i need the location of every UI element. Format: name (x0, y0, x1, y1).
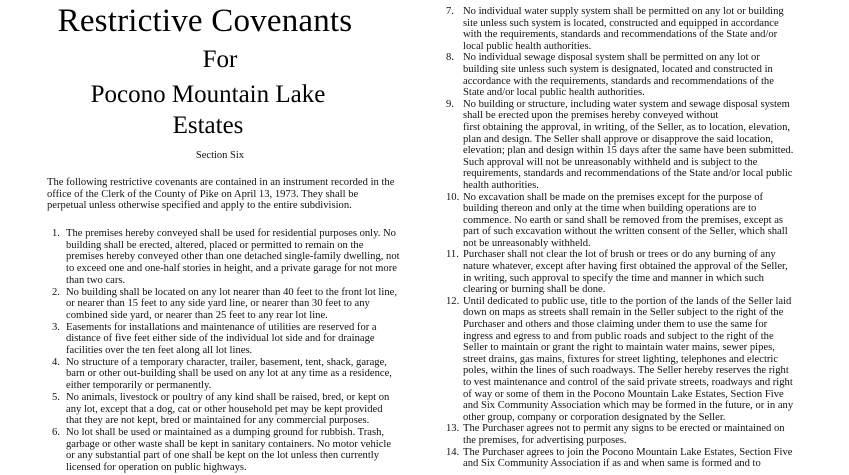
covenant-text-line: in writing, such approval to specify the time and manner in which such (463, 272, 764, 284)
covenant-number: 8. (446, 52, 454, 64)
covenant-text-line: ingress and egress to and from public roads and subject to the right of the (463, 330, 774, 342)
covenant-number: 14. (446, 446, 460, 458)
covenant-item (446, 249, 788, 295)
covenant-text-line: down on maps as streets shall remain in the Seller subject to the right of the (463, 307, 784, 319)
subtitle-line: Estates (172, 112, 244, 139)
covenant-text-line: requirements, standards and recommendations of the State and/or local public (463, 168, 793, 180)
covenant-text-line: premises hereby conveyed other than one detached single-family dwelling, not (66, 251, 400, 263)
section-label: Section Six (195, 150, 245, 161)
covenant-text-line: licensed for operation on public highways. (66, 462, 247, 474)
document-subtitle (0, 79, 416, 141)
covenant-text-line: No structure of a temporary character, trailer, basement, tent, shack, garage, (66, 356, 387, 368)
covenant-text-line: that they are not kept, bred or maintained for any commercial purposes. (66, 415, 370, 427)
covenant-text-line: No individual water supply system shall be permitted on any lot or building (463, 6, 784, 17)
covenant-text-line: The premises hereby conveyed shall be used for residential purposes only. No (66, 228, 396, 239)
covenant-text-line: other group, company or corporation designated by the Seller. (463, 411, 726, 423)
covenant-text-line: Purchaser and others and those claiming under them to use the same for (463, 319, 768, 331)
covenant-number: 7. (446, 6, 454, 17)
covenant-number: 6. (52, 426, 60, 438)
covenant-text-line: facilities over the ten feet along all lot lines. (66, 345, 253, 357)
covenant-text-line: building shall be erected, altered, placed or permitted to remain on the (66, 239, 364, 251)
covenant-text-line: poles, within the lines of such roadways. The Seller hereby reserves the right (463, 365, 789, 377)
covenant-item (446, 192, 788, 250)
subtitle-line: Pocono Mountain Lake (90, 81, 326, 108)
covenant-text-line: The Purchaser agrees not to permit any signs to be erected or maintained on (463, 423, 785, 435)
covenant-list-left (52, 228, 400, 474)
covenant-text-line: of way or some of them in the Pocono Mountain Lake Estates, Section Five (463, 388, 784, 400)
covenant-text-line: part of such excavation without the written consent of the Seller, which shall (463, 226, 788, 238)
covenant-number: 12. (446, 295, 460, 307)
covenant-text-line: accordance with the requirements, standards and recommendations of the (463, 75, 774, 87)
covenant-text-line: with the requirements, standards and recommendations of the State and/or (463, 29, 778, 41)
covenant-item (446, 446, 793, 470)
covenant-item (52, 427, 397, 474)
left-page (0, 0, 420, 475)
covenant-text-line: to vest maintenance and control of the said private streets, roadways and right (463, 377, 793, 388)
covenant-text-line: Purchaser shall not clear the lot of brush or trees or do any burning of any (463, 249, 776, 261)
covenant-text-line: State and/or local public health authorities. (463, 87, 645, 99)
covenant-text-line: street drains, gas mains, fixtures for street lighting, telephones and electric (463, 353, 779, 365)
covenant-text-line: clearing or burning shall be done. (463, 284, 606, 296)
covenant-text-line: Such approval will not be unreasonably withheld and is subject to the (463, 156, 758, 168)
covenant-item (446, 295, 794, 424)
covenant-text-line: No animals, livestock or poultry of any kind shall be raised, bred, or kept on (66, 391, 390, 403)
covenant-number: 4. (52, 356, 60, 368)
covenant-text-line: building thereon and only at the time when building operations are to (463, 203, 757, 215)
covenant-list-right (446, 6, 794, 470)
right-page (420, 0, 849, 475)
covenant-text-line: or nearer than 15 feet to any side yard line, or nearer than 30 feet to any (66, 298, 370, 310)
covenant-text-line: site unless such system is located, constructed and equipped in accordance (463, 17, 779, 29)
covenant-text-line: The Purchaser agrees to join the Pocono Mountain Lake Estates, Section Five (463, 446, 793, 458)
covenant-number: 3. (52, 321, 60, 333)
covenant-text-line: No excavation shall be made on the premises except for the purpose of (463, 191, 764, 203)
covenant-text-line: Seller to maintain or grant the right to maintain water mains, sewer pipes, (463, 342, 775, 354)
covenant-text-line: No building or structure, including water system and sewage disposal system (463, 98, 790, 110)
covenant-number: 9. (446, 98, 454, 110)
covenant-item (446, 98, 794, 192)
covenant-text-line: either temporarily or permanently. (66, 380, 212, 392)
document-title: Restrictive Covenants (57, 3, 353, 39)
covenant-number: 5. (52, 391, 60, 403)
covenant-text-line: health authorities. (463, 179, 539, 191)
intro-paragraph (47, 177, 397, 212)
covenant-number: 1. (52, 228, 60, 239)
covenant-text-line: distance of five feet either side of the individual lot side and for drainage (66, 333, 375, 345)
covenant-text-line: and Six Community Association if as and when same is formed and to (463, 458, 761, 470)
covenant-text-line: No lot shall be used or maintained as a dumping ground for rubbish. Trash, (66, 426, 385, 438)
covenant-text-line: building site unless such system is designated, located and constructed in (463, 63, 773, 75)
covenant-text-line: first obtaining the approval, in writing, of the Seller, as to location, elevation, (463, 121, 791, 133)
covenant-number: 2. (52, 286, 60, 298)
covenant-number: 11. (446, 249, 459, 261)
covenant-text-line: plan and design. The Seller shall approve or disapprove the said location, (463, 133, 774, 145)
covenant-text-line: shall be erected upon the premises hereby conveyed without (463, 110, 719, 122)
covenant-text-line: not be unreasonably withheld. (463, 237, 591, 249)
covenant-text-line: commence. No earth or sand shall be removed from the premises, except as (463, 214, 784, 226)
covenant-text-line: No individual sewage disposal system shall be permitted on any lot or (463, 52, 760, 64)
covenant-text-line: any lot, except that a dog, cat or other household pet may be kept provided (66, 403, 383, 415)
covenant-text-line: and Six Community Association which may be formed in the future, or in any (463, 400, 794, 412)
covenant-text-line: or any substantial part of one shall be kept on the lot unless then currently (66, 450, 380, 462)
covenant-item (446, 423, 788, 446)
covenant-item (52, 392, 397, 427)
covenant-text-line: barn or other out-building shall be used on any lot at any time as a residence, (66, 368, 392, 380)
intro-line: The following restrictive covenants are contained in an instrument recorded in the (47, 177, 395, 188)
intro-line: perpetual unless otherwise specified and apply to the entire subdivision. (47, 200, 352, 212)
covenant-text-line: to exceed one and one-half stories in height, and a private garage for not more (66, 263, 397, 275)
covenant-text-line: than two cars. (66, 274, 126, 286)
covenant-item (446, 6, 788, 52)
covenant-item (446, 52, 788, 98)
covenant-item (52, 228, 400, 287)
covenant-text-line: combined side yard, or nearer than 25 feet to any rear lot line. (66, 309, 328, 321)
covenant-text-line: Easements for installations and maintenance of utilities are reserved for a (66, 321, 377, 333)
covenant-item (52, 287, 397, 322)
covenant-text-line: the premises, for advertising purposes. (463, 434, 627, 446)
covenant-number: 13. (446, 423, 460, 435)
covenant-text-line: nature whatever, except after having first obtained the approval of the Seller, (463, 261, 788, 273)
covenant-text-line: local public health authorities. (463, 40, 592, 52)
document-title-for: For (202, 46, 238, 73)
covenant-item (52, 357, 397, 392)
covenant-text-line: elevation; plan and design within 15 days after the same have been submitted. (463, 145, 794, 157)
covenant-text-line: Until dedicated to public use, title to the portion of the lands of the Seller laid (463, 295, 792, 307)
covenant-text-line: No building shall be located on any lot nearer than 40 feet to the front lot line, (66, 286, 397, 298)
covenant-number: 10. (446, 191, 460, 203)
covenant-item (52, 322, 397, 357)
intro-line: office of the Clerk of the County of Pike on April 13, 1973. They shall be (47, 188, 359, 200)
covenant-text-line: garbage or other waste shall be kept in sanitary containers. No motor vehicle (66, 438, 392, 450)
